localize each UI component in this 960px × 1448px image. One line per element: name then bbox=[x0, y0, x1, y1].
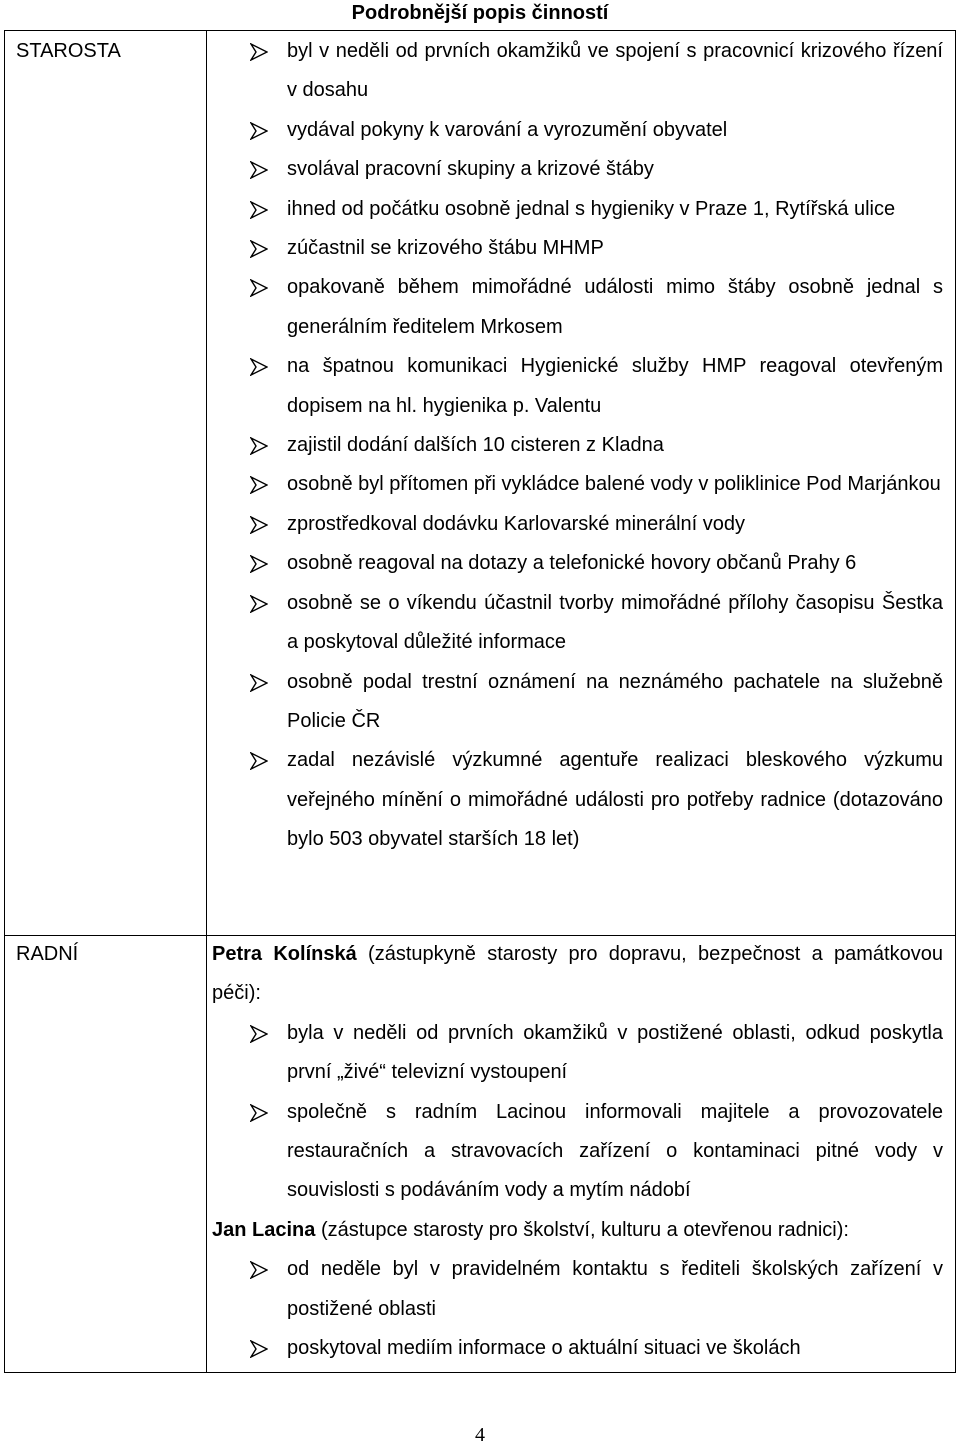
list-item-text: byl v neděli od prvních okamžiků ve spojení s pracovnicí krizového řízení v dosahu bbox=[287, 40, 943, 102]
page-heading: Podrobnější popis činností bbox=[351, 2, 609, 24]
arrowhead-bullet-icon bbox=[250, 1093, 270, 1132]
arrowhead-bullet-icon bbox=[250, 1329, 270, 1368]
list-item-text: osobně reagoval na dotazy a telefonické hovory občanů Prahy 6 bbox=[287, 552, 857, 575]
list-item bbox=[212, 584, 943, 663]
list-item-text: zajistil dodání dalších 10 cisteren z Kladna bbox=[287, 434, 664, 457]
list-item-text: osobně byl přítomen při vykládce balené vody v poliklinice Pod Marjánkou bbox=[287, 473, 941, 496]
list-item bbox=[212, 347, 943, 426]
list-item bbox=[212, 1093, 943, 1211]
arrowhead-bullet-icon bbox=[250, 663, 270, 702]
list-item-text: byla v neděli od prvních okamžiků v postižené oblasti, odkud poskytla první „živé“ televizní vystoupení bbox=[287, 1021, 943, 1084]
person-name: Jan Lacina bbox=[212, 1218, 316, 1241]
list-item bbox=[212, 111, 943, 150]
list-item bbox=[212, 190, 943, 229]
starosta-activities bbox=[212, 32, 943, 860]
list-item-text: opakovaně během mimořádné události mimo štáby osobně jednal s generálním ředitelem Mrkosem bbox=[287, 276, 943, 338]
person-heading bbox=[212, 1211, 943, 1250]
arrowhead-bullet-icon bbox=[250, 111, 270, 150]
row-label-starosta: STAROSTA bbox=[16, 40, 121, 62]
list-item bbox=[212, 1014, 943, 1093]
arrowhead-bullet-icon bbox=[250, 426, 270, 465]
list-item-text: svolával pracovní skupiny a krizové štáby bbox=[287, 158, 654, 181]
list-item bbox=[212, 268, 943, 347]
arrowhead-bullet-icon bbox=[250, 1014, 270, 1053]
list-item bbox=[212, 32, 943, 111]
arrowhead-bullet-icon bbox=[250, 347, 270, 386]
list-item bbox=[212, 741, 943, 859]
list-item-text: osobně se o víkendu účastnil tvorby mimořádné přílohy časopisu Šestka a poskytoval důležité informace bbox=[287, 591, 943, 654]
list-item bbox=[212, 663, 943, 742]
arrowhead-bullet-icon bbox=[250, 268, 270, 307]
list-item-text: poskytoval mediím informace o aktuální situaci ve školách bbox=[287, 1337, 801, 1360]
list-item bbox=[212, 505, 943, 544]
radni-activities bbox=[212, 935, 943, 1368]
list-item-text: zadal nezávislé výzkumné agentuře realizaci bleskového výzkumu veřejného mínění o mimořádné události pro potřeby radnice (dotazováno bylo 503 obyvatel starších 18 let) bbox=[287, 749, 943, 851]
list-item-text: ihned od počátku osobně jednal s hygieniky v Praze 1, Rytířská ulice bbox=[287, 197, 896, 220]
list-item-text: společně s radním Lacinou informovali majitele a provozovatele restauračních a stravovacích zařízení o kontaminaci pitné vody v souvislosti s podáváním vody a mytím nádobí bbox=[287, 1100, 943, 1202]
list-item bbox=[212, 1250, 943, 1329]
list-item bbox=[212, 426, 943, 465]
list-item-text: vydával pokyny k varování a vyrozumění obyvatel bbox=[287, 118, 728, 141]
list-item bbox=[212, 229, 943, 268]
arrowhead-bullet-icon bbox=[250, 544, 270, 583]
person-heading bbox=[212, 935, 943, 1014]
arrowhead-bullet-icon bbox=[250, 465, 270, 504]
row-label-radni: RADNÍ bbox=[16, 943, 79, 965]
arrowhead-bullet-icon bbox=[250, 741, 270, 780]
list-item-text: zúčastnil se krizového štábu MHMP bbox=[287, 237, 604, 260]
list-item-text: osobně podal trestní oznámení na neznámého pachatele na služebně Policie ČR bbox=[287, 670, 943, 732]
arrowhead-bullet-icon bbox=[250, 150, 270, 189]
arrowhead-bullet-icon bbox=[250, 229, 270, 268]
person-role: (zástupce starosty pro školství, kulturu a otevřenou radnici): bbox=[320, 1218, 849, 1241]
list-item bbox=[212, 465, 943, 504]
arrowhead-bullet-icon bbox=[250, 190, 270, 229]
page-number: 4 bbox=[475, 1424, 485, 1446]
arrowhead-bullet-icon bbox=[250, 1250, 270, 1289]
arrowhead-bullet-icon bbox=[250, 32, 270, 71]
arrowhead-bullet-icon bbox=[250, 505, 270, 544]
column-divider bbox=[206, 31, 207, 1372]
list-item bbox=[212, 150, 943, 189]
list-item-text: na špatnou komunikaci Hygienické služby HMP reagoval otevřeným dopisem na hl. hygienika p. Valentu bbox=[287, 355, 943, 417]
list-item-text: od neděle byl v pravidelném kontaktu s řediteli školských zařízení v postižené oblasti bbox=[287, 1258, 943, 1320]
list-item bbox=[212, 1329, 943, 1368]
arrowhead-bullet-icon bbox=[250, 584, 270, 623]
list-item bbox=[212, 544, 943, 583]
list-item-text: zprostředkoval dodávku Karlovarské minerální vody bbox=[287, 512, 745, 535]
person-name: Petra Kolínská bbox=[212, 943, 357, 965]
person-role: (zástupkyně starosty pro dopravu, bezpečnost a památkovou péči): bbox=[212, 943, 943, 1005]
